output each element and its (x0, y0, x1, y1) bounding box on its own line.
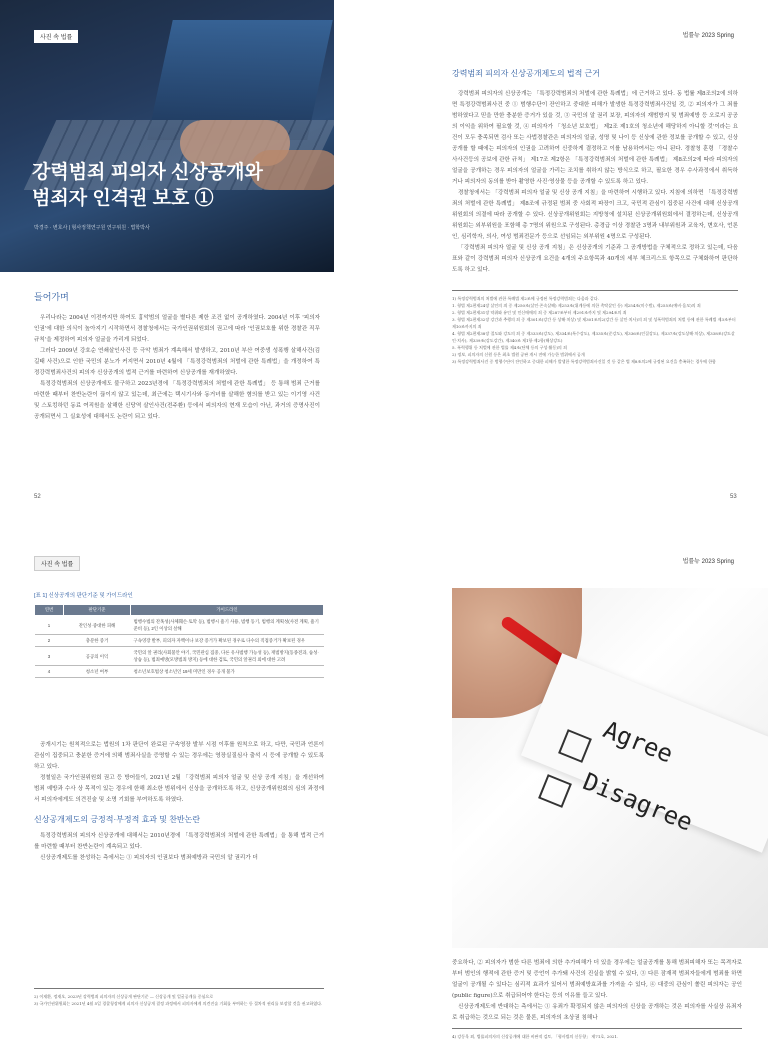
intro-section (34, 290, 320, 423)
footnote: 4. 형법 제2편제38장 절도와 강도의 죄 중 제333조(강도), 제334조(특수강도), 제335조(준강도), 제336조(인질강도), 제337조(강도상해·치상), 제338조(강도살인·치사), 제339조(강도강간), 제340조 제1항·제2항(해상강도) (452, 331, 735, 343)
pros-para-2: 신상공개제도를 찬성하는 측에서는 ① 피의자의 인권보다 범죄예방과 국민의 알 권리가 더 (40, 855, 258, 861)
footnote-rule (452, 290, 738, 291)
checkbox-disagree-icon (538, 774, 572, 808)
legal-basis-section (452, 68, 738, 365)
bottom-spread (0, 548, 768, 1039)
table-row: 3 공공의 이익 국민의 알 권리(사회불안 야기, 국민관심 집중, 다른 유사범행 가능성 등), 재범방지(동종전과, 습성·상습 등), 범죄예방(모방범죄 방지) 등에 대한 검토, 국민의 알권리 외에 대한 고려 (35, 647, 324, 666)
hero-image (0, 0, 334, 272)
agree-word: Agree (599, 715, 677, 769)
table-row: 1 잔인성·중대한 피해 범행수법의 잔혹성(사체훼손·토막 등), 범행시 흉기 사용, 범행 동기, 범행의 계획성(사전 계획, 흉기준비 등), 2인 이상의 살해 (35, 616, 324, 635)
running-head: 법률뉴 2023 Spring (682, 559, 734, 565)
timing-para-2: 정철일은 국가인권위원회 권고 등 방어들이, 2021년 2월 「강력범죄 피의자 얼굴 및 신상 공개 지침」을 개선하여 범죄 예방과 수사 상 목적이 있는 경우에 한해 최소한 범위에서 신상을 공개하도록 하고, 신상공개위원회의 심의 과정에서 피의자에게도 의견진술 및 소명 기회를 부여하도록 하였다. (34, 775, 324, 803)
footnote: 5. 폭력행위 등 처벌에 관한 법률 제4조(단체 등의 구성·활동)의 죄 (452, 345, 567, 350)
pros-cons-heading: 신상공개제도의 긍정적·부정적 효과 및 찬반논란 (34, 815, 201, 824)
disagree-word: Disagree (578, 767, 697, 837)
agree-disagree-photo (452, 588, 768, 948)
intro-para-3: 특정강력범죄의 신상공개에도 불구하고 2023년경에 「특정강력범죄의 처벌에 관한 특례법」 등 통해 범죄 근거를 마련한 때부터 찬반논란이 끊이지 않고 있는데, 최근에는 택시기사와 동거녀를 살해한 혐의를 받고 있는 이기영 사건 및 스토킹하던 동료 여직원을 살해한 신당역 살인사건(전주환) 등에서 피의자의 현재 모습이 아닌, 과거의 증명사진이 공개되면서 그 실효성에 대해서도 논란이 되고 있다. (34, 381, 320, 420)
timing-para: 공개시기는 원칙적으로는 법원의 1차 판단이 완료된 구속영장 발부 시점 이후를 원칙으로 하고, 다만, 국민과 언론이 관심이 집중되고 충분한 증거에 의해 범죄사실을 증명할 수 있는 경우에는 영장실질심사 출석 시 등에 공개할 수 있도록 하고 있다. (34, 742, 324, 770)
footnote: 3. 형법 제2편제32장 강간과 추행의 죄 중 제301조(강간 등 상해·치상) 및 제301조의2(강간 등 살인·치사)의 죄 및 성폭력범죄의 처벌 등에 관한 특례법 제3조부터 제10조까지의 죄 (452, 317, 736, 329)
legal-para-1: 강력범죄 피의자의 신상공개는 「특정강력범죄의 처벌에 관한 특례법」에 근거하고 있다. 동 법률 제8조의2에 의하면 특정강력범죄사건 중 ① 범행수단이 잔인하고 중대한 피해가 발생한 특정강력범죄사건일 것, ② 피의자가 그 죄를 범하였다고 믿을 만한 충분한 증거가 있을 것, ③ 국민의 알 권리 보장, 피의자의 재범방지 및 범죄예방 등 오로지 공공의 이익을 위하여 필요할 것, ④ 피의자가 「청소년 보호법」 제2조 제1호의 청소년에 해당하지 아니할 것'이라는 요건이 모두 충족되면 검사 또는 사법경찰관은 피의자의 얼굴, 성명 및 나이 등 신상에 관한 정보를 공개할 수 있고, 신상공개를 할 때에는 피의자의 인권을 고려하여 신중하게 결정하고 이를 남용하여서는 아니 된다. 경찰청 훈령 「경찰수사사건등의 공보에 관한 규칙」 제17조 제2항은 「특정강력범죄의 처벌에 관한 특례법」 제8조의2에 따라 피의자의 얼굴을 공개하는 경우 피의자의 얼굴을 가리는 조치를 취하지 않는 방식으로 하고, 필요한 경우 수사과정에서 취득하거나 피의자의 동의를 받아 촬영한 사진·영상물 등을 공개할 수 있도록 하고 있다. (452, 91, 738, 185)
article-title: 강력범죄 피의자 신상공개와 범죄자 인격권 보호 ① (32, 162, 263, 209)
footnote: 3) 특정강력범죄사건 중 범행수단이 잔인하고 중대한 피해가 발생한 특정강력범죄사건일 것 등 같은 법 제8조의2에 규정된 요건을 충족하는 경우에 한함 (452, 359, 716, 364)
intro-para-1: 우리나라는 2004년 이전까지만 하여도 흉악범의 얼굴을 별다른 제한 조건 없이 공개하였다. 2004년 이후 '피의자 인권'에 대한 의식이 높아지기 시작하면서 경찰청에서는 국가인권위원회의 권고에 따라 '인권보호를 위한 경찰관 직무규칙'을 제정하여 피의자 얼굴을 가리게 되었다. (34, 315, 320, 343)
table-title: [표 1] 신상공개의 판단기준 및 가이드라인 (34, 593, 133, 599)
footnote: 1) 특정강력범죄의 처벌에 관한 특례법 제2조에 규정된 특정강력범죄는 다음과 같다. (452, 296, 599, 301)
top-spread (0, 0, 768, 510)
page-number-right: 53 (730, 494, 737, 500)
table-row: 4 청소년 여부 청소년보호법상 청소년인 19세 미만인 경우 공개 불가 (35, 666, 324, 678)
footnote: 2. 형법 제2편제31장 약취와 유인 및 인신매매의 죄 중 제287조부터 제291조까지 및 제294조의 죄 (452, 310, 627, 315)
bottom-footnotes (34, 974, 324, 1007)
section-tag: 사진 속 법률 (34, 556, 80, 571)
arguments-para-1: 중요하다, ② 피의자가 범한 다른 범죄에 의한 추가피해가 더 있을 경우에는 얼굴공개를 통해 범죄피해자 또는 목격자로부터 범인의 행적에 관한 증거 및 증언이 추가돼 사건의 진실을 밝힐 수 있다, ③ 다른 잠재적 범죄자들에게 범죄를 하면 얼굴이 공개될 수 있다는 심리적 효과가 있어서 범죄예방효과를 가져올 수 있다, ④ 대중의 관심이 쏠린 피의자는 공인(public figure)으로 취급되어야 한다는 등의 이유를 들고 있다. (452, 960, 742, 999)
legal-para-2: 경찰청에서는 「강력범죄 피의자 얼굴 및 신상 공개 지침」을 마련하여 시행하고 있다. 지침에 의하면 「특정강력범죄의 처벌에 관한 특례법」 제8조에 규정된 범죄 중 사회적 파장이 크고, 국민적 관심이 집중된 사건에 대해 신상공개위원회의 의결에 따라 공개할 수 있다. 신상공개위원회는 지방청에 설치된 신상공개위원회에서 결정하는데, 신상공개위원회는 외부위원을 포함해 총 7명의 위원으로 구성된다. 총경급 이상 경찰관 3명과 내부위원과 교육자, 변호사, 언론인, 심리학자, 의사, 여성 범죄전문가 등으로 선임되는 외부위원 4명으로 구성된다. (452, 190, 738, 240)
spread-divider (0, 510, 768, 548)
legal-para-3: 「강력범죄 피의자 얼굴 및 신상 공개 지침」은 신상공개의 기준과 그 공개방법을 구체적으로 정하고 있는데, 다음 표와 같이 강력범죄 피의자 신상공개 요건을 4개의 주요항목과 40개의 세부 체크리스트 항목으로 구체화하여 판단하도록 하고 있다. (452, 245, 738, 273)
disclosure-timing-section (34, 740, 324, 864)
footnote: 3) 국가인권위원회는 2021년 4월 5일 경찰청장에게 피의자 신상공개 결정 과정에서 피의자에게 의견진술 기회를 부여하는 등 절차적 권리를 보장할 것을 권고하였다. (34, 1001, 323, 1006)
footnote: 2) 정보, 피의자의 신원 등은 최초 법원 공판 개시 전에 가능한 범위에서 공개 (452, 352, 585, 357)
footnote: 2) 이재환, 정재오, 2023년 강력범죄 피의자의 신상공개 판단기준 — 신상공개 및 얼굴공개를 중심으로 (34, 994, 214, 999)
author-line: 박경주 · 변호사 | 형사정책연구원 연구위원 · 법학박사 (34, 225, 150, 231)
criteria-table (34, 604, 324, 678)
pros-para-1: 특정강력범죄의 피의자 신상공개에 대해서는 2010년경에 「특정강력범죄의 처벌에 관한 특례법」을 통해 법적 근거를 마련할 때부터 찬반논란이 계속되고 있다. (34, 833, 324, 850)
footnote: 1. 형법 제2편제24장 살인의 죄 중 제250조(살인·존속살해) 제253조(위계등에 의한 촉탁살인 등) 제254조(미수범), 제255조(예비·음모)의 죄 (452, 303, 701, 308)
col-header: 가이드라인 (131, 605, 324, 616)
table-row: 2 충분한 증거 구속영장 발부, 피의자 자백이나 보강 증거가 확보된 경우로 다수의 직접증거가 확보된 경우 (35, 635, 324, 647)
table-header-row (35, 605, 324, 616)
arguments-section (452, 958, 742, 1040)
section-tag: 사진 속 법률 (34, 30, 78, 43)
col-header: 연번 (35, 605, 64, 616)
legal-basis-heading: 강력범죄 피의자 신상공개제도의 법적 근거 (452, 69, 600, 78)
arguments-para-2: 신상공개제도에 반대하는 측에서는 ① 유죄가 확정되지 않은 피의자의 신상을 공개하는 것은 피의자를 사실상 유죄자로 취급하는 것으로 되는 것은 물론, 피의자의 초상권 침해나 (452, 1004, 742, 1021)
col-header: 판단기준 (64, 605, 131, 616)
intro-para-2: 그러다 2009년 강호순 연쇄살인사건 등 극악 범죄가 계속해서 발생하고, 2010년 부산 여중생 성폭행 살해사건(김길태 사건)으로 인한 국민의 분노가 커지면서 2010년 4월에 「특정강력범죄의 처벌에 관한 특례법」을 개정하여 특정강력범죄사건의 피의자 신상공개의 법적 근거를 마련하여 신상공개를 재개하였다. (34, 348, 320, 376)
page-number-left: 52 (34, 494, 41, 500)
intro-heading: 들어가며 (34, 292, 69, 302)
footnote: 4) 강동욱 외, 법률피의자의 신상공개에 대한 비판적 검토, 「형사법의 신동향」 제71호, 2021. (452, 1034, 619, 1039)
running-head: 법률뉴 2023 Spring (682, 33, 734, 39)
